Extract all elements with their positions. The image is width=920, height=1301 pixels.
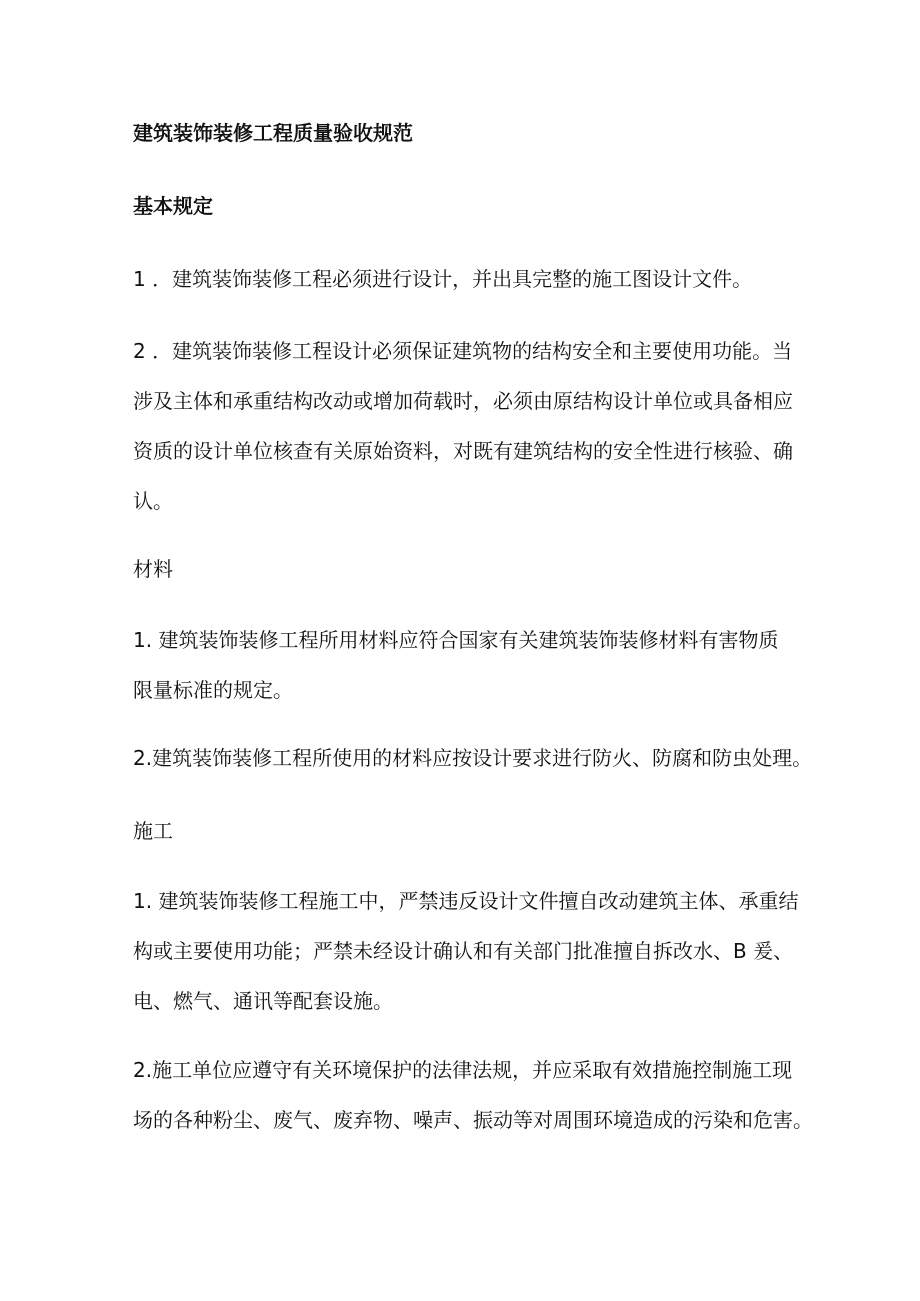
text-line: 2.建筑装饰装修工程所使用的材料应按设计要求进行防火、防腐和防虫处理。 (133, 746, 813, 770)
text-line: 电、燃气、通讯等配套设施。 (133, 989, 393, 1013)
construction-item-2 (133, 1045, 813, 1145)
text-line: 涉及主体和承重结构改动或增加荷载时，必须由原结构设计单位或具备相应 (133, 389, 793, 413)
text-line: 构或主要使用功能；严禁未经设计确认和有关部门批准擅自拆改水、B 爰、 (133, 939, 794, 963)
basic-rules-item-2 (133, 326, 793, 526)
text-line: 场的各种粉尘、废气、废弃物、噪声、振动等对周围环境造成的污染和危害。 (133, 1108, 813, 1132)
text-line: 1. 建筑装饰装修工程施工中，严禁违反设计文件擅自改动建筑主体、承重结 (133, 889, 799, 913)
basic-rules-item-1 (133, 254, 793, 304)
section-heading-basic-rules: 基本规定 (133, 194, 213, 218)
text-line: 限量标准的规定。 (133, 678, 293, 702)
materials-item-2 (133, 733, 813, 783)
materials-item-1 (133, 615, 793, 715)
section-heading-construction: 施工 (133, 819, 173, 843)
text-line: 1 ．建筑装饰装修工程必须进行设计，并出具完整的施工图设计文件。 (133, 267, 753, 291)
section-heading-materials: 材料 (133, 557, 173, 581)
construction-item-1 (133, 876, 799, 1026)
document-title: 建筑装饰装修工程质量验收规范 (133, 121, 413, 145)
text-line: 2 ．建筑装饰装修工程设计必须保证建筑物的结构安全和主要使用功能。当 (133, 339, 793, 363)
text-line: 2.施工单位应遵守有关环境保护的法律法规，并应采取有效措施控制施工现 (133, 1058, 793, 1082)
text-line: 认。 (133, 489, 173, 513)
text-line: 1. 建筑装饰装修工程所用材料应符合国家有关建筑装饰装修材料有害物质 (133, 628, 779, 652)
text-line: 资质的设计单位核查有关原始资料，对既有建筑结构的安全性进行核验、确 (133, 439, 793, 463)
